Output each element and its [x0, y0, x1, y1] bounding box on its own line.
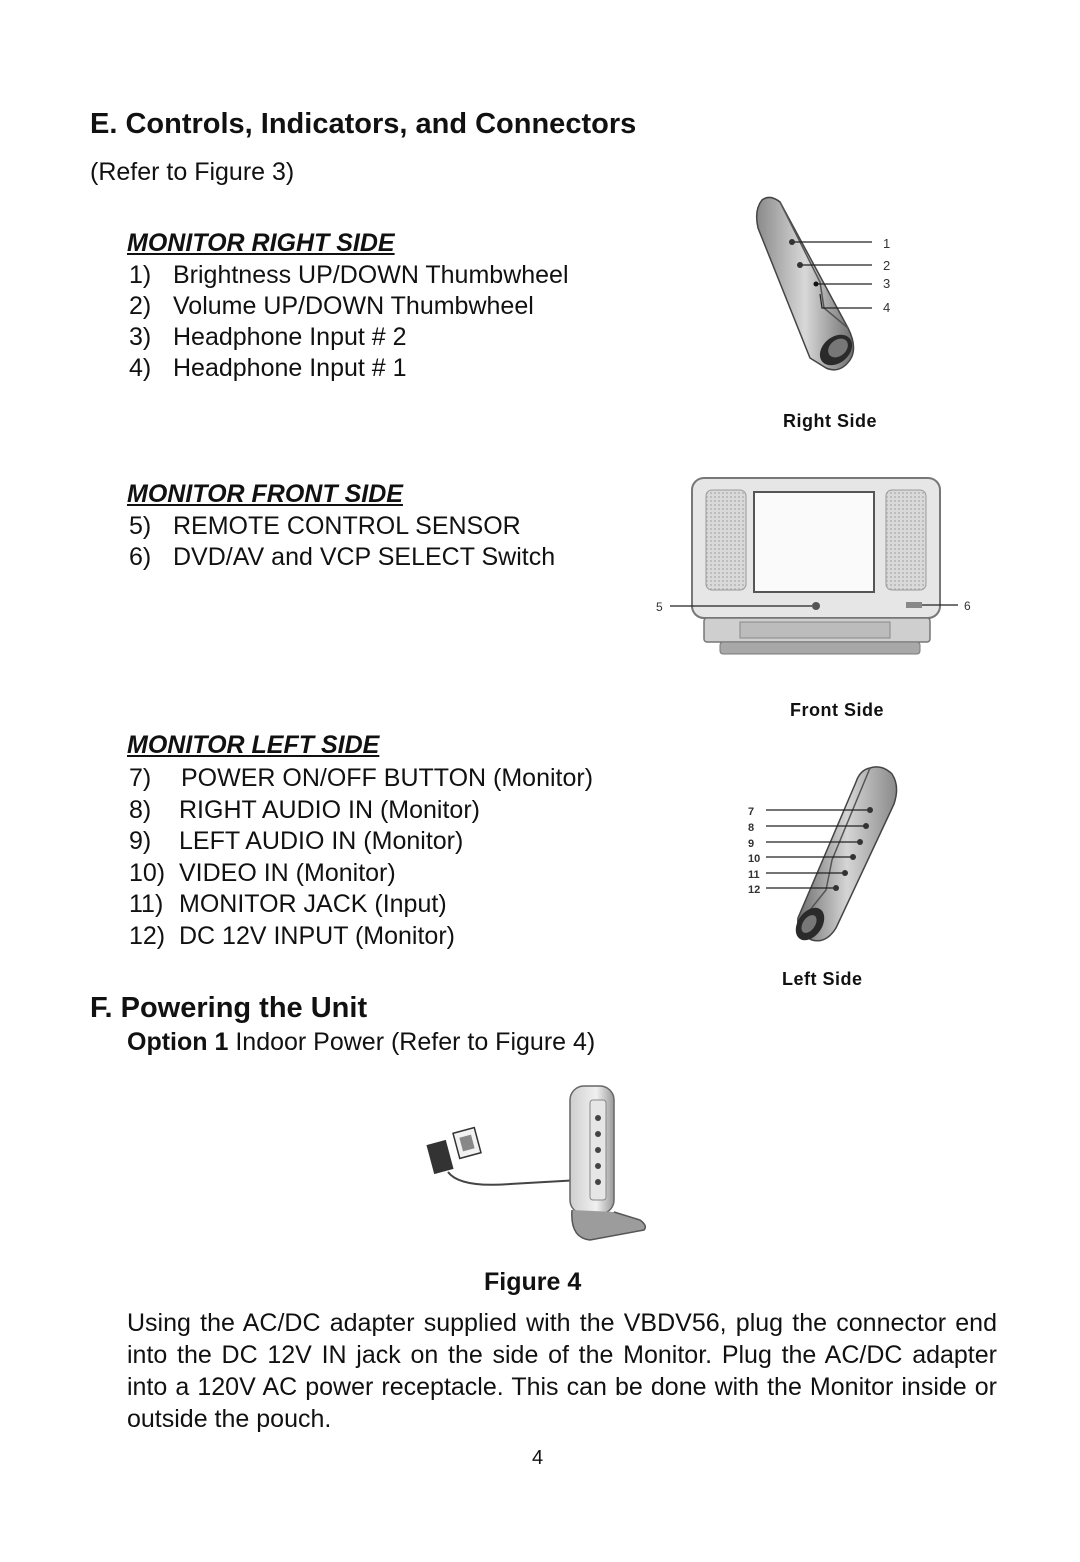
item-number: 6): [129, 543, 152, 571]
callout-3: 3: [883, 276, 891, 291]
item-text: DC 12V INPUT (Monitor): [179, 922, 455, 950]
item-number: 4): [129, 354, 152, 382]
item-number: 8): [129, 796, 152, 824]
list-item: [129, 511, 521, 542]
callout-4: 4: [883, 300, 891, 315]
item-number: 7): [129, 764, 152, 792]
list-item: [129, 322, 407, 353]
item-number: 10): [129, 859, 166, 887]
monitor-front-side-illustration: [650, 472, 980, 664]
list-item: [129, 889, 447, 920]
page-number: 4: [532, 1447, 544, 1469]
item-text: VIDEO IN (Monitor): [179, 859, 396, 887]
item-number: 1): [129, 261, 152, 289]
item-text: RIGHT AUDIO IN (Monitor): [179, 796, 480, 824]
item-text: Headphone Input # 1: [173, 354, 407, 382]
front-side-caption: Front Side: [790, 700, 884, 720]
list-item: [129, 353, 407, 384]
item-number: 2): [129, 292, 152, 320]
monitor-right-side-illustration: [740, 188, 910, 388]
item-text: POWER ON/OFF BUTTON (Monitor): [181, 764, 594, 792]
refer-figure-3: (Refer to Figure 3): [90, 158, 295, 186]
section-e-title: E. Controls, Indicators, and Connectors: [90, 108, 637, 140]
item-text: Brightness UP/DOWN Thumbwheel: [173, 261, 569, 289]
option-label: Option 1: [127, 1028, 229, 1056]
list-item: [129, 858, 396, 889]
left-side-caption: Left Side: [782, 969, 863, 989]
callout-1: 1: [883, 236, 891, 251]
item-text: Headphone Input # 2: [173, 323, 407, 351]
list-item: [129, 921, 455, 952]
list-item: [129, 826, 463, 857]
list-item: [129, 795, 480, 826]
item-number: 11): [129, 890, 164, 918]
item-text: DVD/AV and VCP SELECT Switch: [173, 543, 556, 571]
item-text: REMOTE CONTROL SENSOR: [173, 512, 521, 540]
item-number: 12): [129, 922, 166, 950]
item-text: Volume UP/DOWN Thumbwheel: [173, 292, 534, 320]
figure-4-caption: Figure 4: [484, 1268, 582, 1296]
callout-10: 10: [748, 853, 761, 865]
item-text: MONITOR JACK (Input): [179, 890, 447, 918]
callout-11: 11: [748, 869, 760, 881]
list-item: [129, 542, 555, 573]
monitor-left-side-heading: MONITOR LEFT SIDE: [127, 731, 380, 759]
item-number: 9): [129, 827, 152, 855]
callout-9: 9: [748, 838, 755, 850]
list-item: [129, 291, 534, 322]
monitor-left-side-illustration: [740, 760, 920, 950]
callout-12: 12: [748, 884, 761, 896]
list-item: [129, 763, 593, 794]
option-text: Indoor Power (Refer to Figure 4): [235, 1028, 596, 1056]
callout-7: 7: [748, 806, 755, 818]
item-number: 5): [129, 512, 152, 540]
callout-5: 5: [656, 600, 663, 614]
list-item: [129, 260, 569, 291]
section-f-title: F. Powering the Unit: [90, 992, 368, 1024]
callout-6: 6: [964, 599, 971, 613]
powering-instructions: Using the AC/DC adapter supplied with the VBDV56, plug the connector end into the DC 12V IN jack on the side of the Monitor. Plug the AC/DC adapter into a 120V AC power receptacle. This can be done with the Monitor inside or outside the pouch.: [127, 1309, 997, 1433]
figure-4-illustration: [420, 1080, 660, 1245]
item-number: 3): [129, 323, 152, 351]
item-text: LEFT AUDIO IN (Monitor): [179, 827, 464, 855]
callout-2: 2: [883, 258, 891, 273]
option-1-line: [127, 1028, 595, 1057]
monitor-right-side-heading: MONITOR RIGHT SIDE: [127, 229, 395, 257]
monitor-front-side-heading: MONITOR FRONT SIDE: [127, 480, 403, 508]
right-side-caption: Right Side: [783, 411, 877, 431]
callout-8: 8: [748, 822, 755, 834]
